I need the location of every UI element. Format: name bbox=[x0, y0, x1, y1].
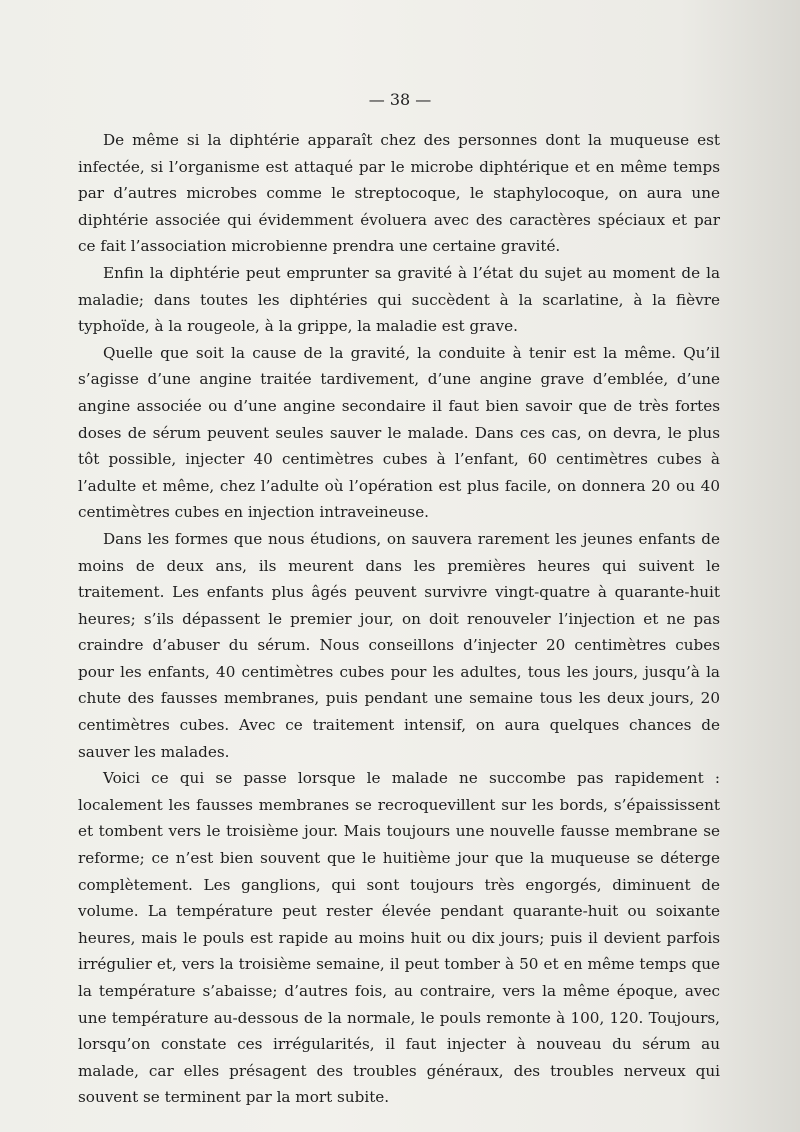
paragraph-2: Enfin la diphtérie peut emprunter sa gravité à l’état du sujet au moment de la maladie; dans toutes les diphtéries qui succèdent à la scarlatine, à la fièvre typhoïde, à la rougeole, à la grippe, la maladie est grave. bbox=[78, 263, 720, 336]
paragraph-4: Dans les formes que nous étudions, on sauvera rarement les jeunes enfants de moins de deux ans, ils meurent dans les premières heures qui suivent le traitement. Les enfants plus âgés peuvent survivre vingt-quatre à quarante-huit heures; s’ils dépassent le premier jour, on doit renouveler l’injection et ne pas craindre d’abuser du sérum. Nous conseillons d’injecter 20 centimètres cubes pour les enfants, 40 centimètres cubes pour les adultes, tous les jours, jusqu’à la chute des fausses membranes, puis pendant une semaine tous les deux jours, 20 centimètres cubes. Avec ce traitement intensif, on aura quelques chances de sauver les malades. bbox=[78, 529, 720, 761]
paragraph-5: Voici ce qui se passe lorsque le malade ne succombe pas rapidement : localement les fausses membranes se recroquevillent sur les bords, s’épaississent et tombent vers le troisième jour. Mais toujours une nouvelle fausse membrane se reforme; ce n’est bien souvent que le huitième jour que la muqueuse se déterge complètement. Les ganglions, qui sont toujours très engorgés, diminuent de volume. La température peut rester élevée pendant quarante-huit ou soixante heures, mais le pouls est rapide au moins huit ou dix jours; puis il devient parfois irrégulier et, vers la troisième semaine, il peut tomber à 50 et en même temps que la température s’abaisse; d’autres fois, au contraire, vers la même époque, avec une température au-dessous de la normale, le pouls remonte à 100, 120. Toujours, lorsqu’on constate ces irrégularités, il faut injecter à nouveau du sérum au malade, car elles présagent des troubles généraux, des troubles nerveux qui souvent se terminent par la mort subite. bbox=[78, 769, 720, 1107]
paragraph-1: De même si la diphtérie apparaît chez des personnes dont la muqueuse est infectée, si l’organisme est attaqué par le microbe diphtérique et en même temps par d’autres microbes comme le streptocoque, le staphylocoque, on aura une diphtérie associée qui évidemment évoluera avec des caractères spéciaux et par ce fait l’association microbienne prendra une certaine gravité. bbox=[78, 131, 720, 256]
paragraph-3: Quelle que soit la cause de la gravité, la conduite à tenir est la même. Qu’il s’agisse d’une angine traitée tardivement, d’une angine grave d’emblée, d’une angine associée ou d’une angine secondaire il faut bien savoir que de très fortes doses de sérum peuvent seules sauver le malade. Dans ces cas, on devra, le plus tôt possible, injecter 40 centimètres cubes à l’enfant, 60 centimètres cubes à l’adulte et même, chez l’adulte où l’opération est plus facile, on donnera 20 ou 40 centimètres cubes en injection intraveineuse. bbox=[78, 343, 720, 522]
page-number: — 38 — bbox=[368, 90, 432, 109]
body-text bbox=[78, 127, 720, 1111]
